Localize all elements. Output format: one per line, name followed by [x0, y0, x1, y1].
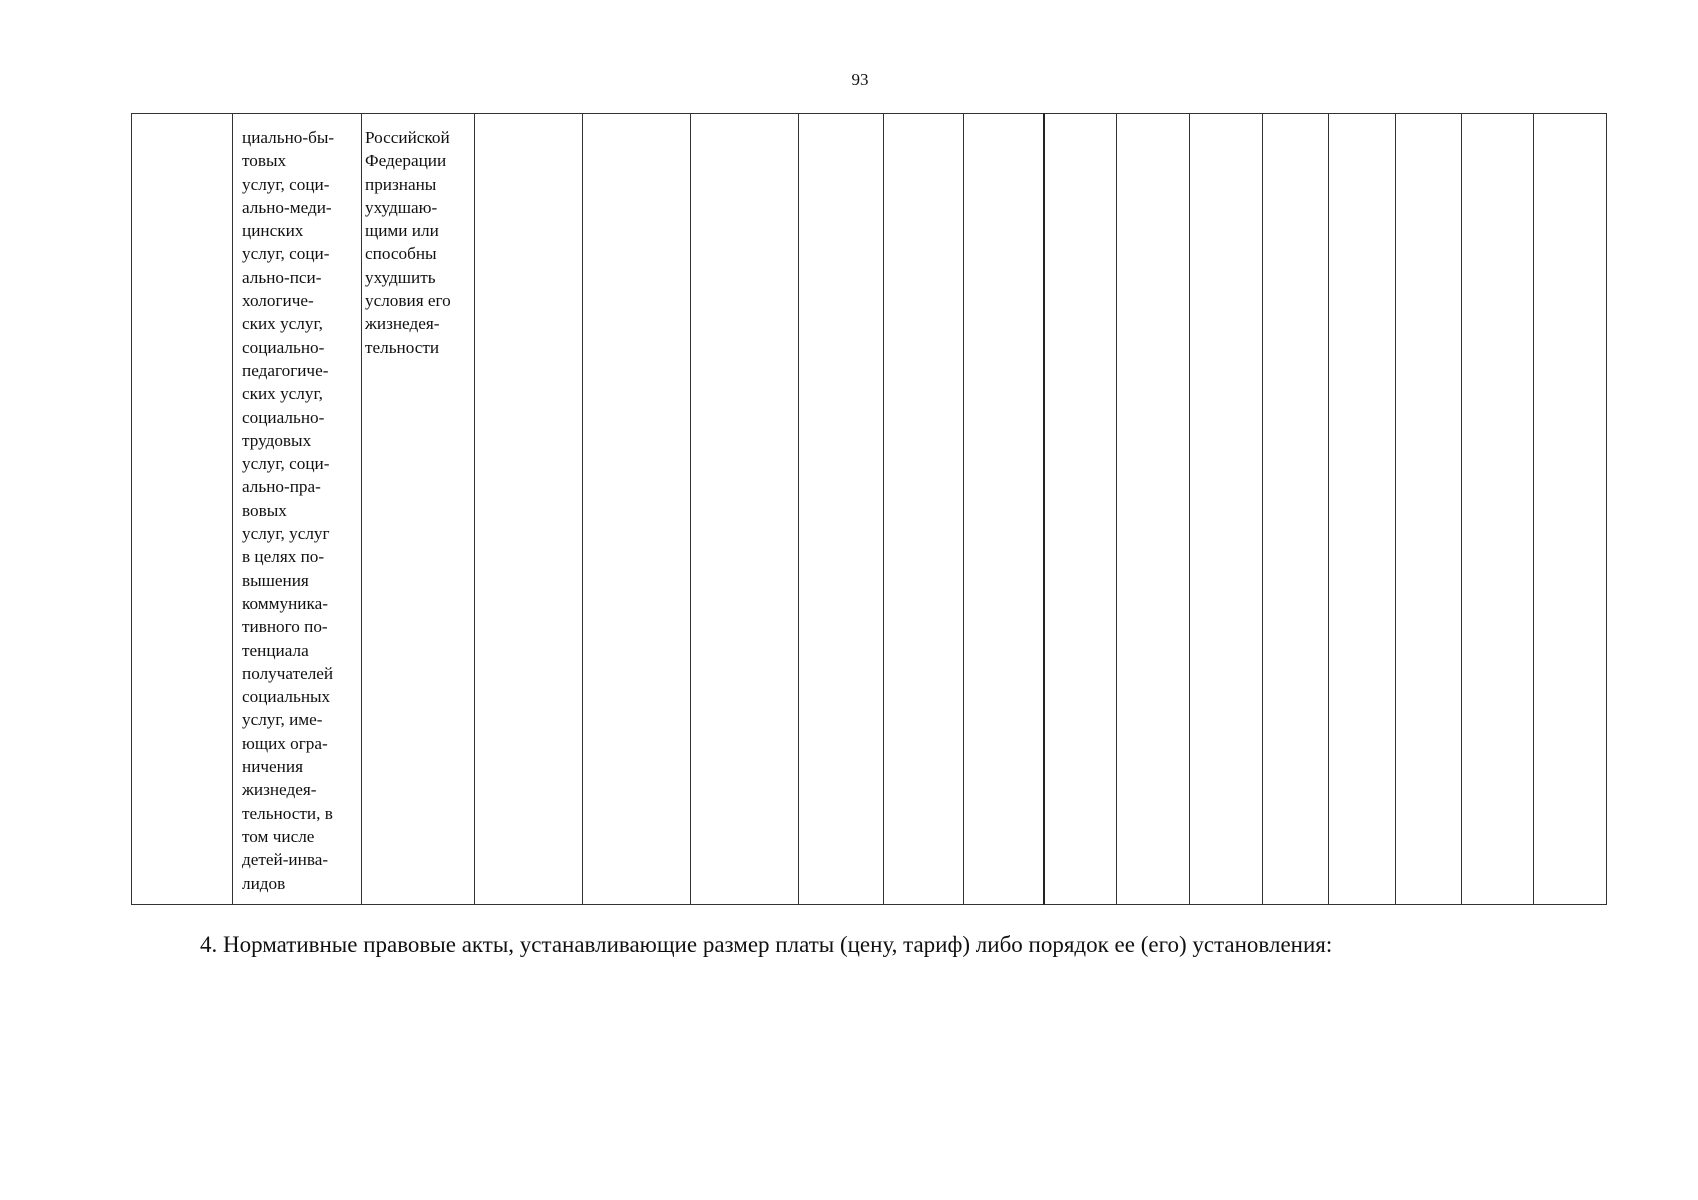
- table-cell-11: [1117, 114, 1190, 905]
- table-cell-7: [799, 114, 884, 905]
- table-cell-4: [475, 114, 583, 905]
- table-cell-6: [691, 114, 799, 905]
- table-cell-9: [964, 114, 1044, 905]
- table-cell-16: [1462, 114, 1534, 905]
- table-cell-15: [1396, 114, 1462, 905]
- services-description: циально-бы- товых услуг, соци- ально-меди- цинских услуг, соци- ально-пси- хологиче- ских услуг, социально- педагогиче- ских услуг, социально- трудовых услуг, соци- ально-пра- вовых услуг, услуг в целях по- вышения коммуника- тивного по- тенциала получателей социальных услуг, име- ющих огра- ничения жизнедея- тельности, в том числе детей-инва- лидов: [242, 128, 335, 893]
- page-number: 93: [851, 70, 869, 89]
- section-heading: 4. Нормативные правовые акты, устанавливающие размер платы (цену, тариф) либо порядок ее (его) установления:: [200, 932, 1333, 957]
- table-cell-8: [884, 114, 964, 905]
- conditions-description: Российской Федерации признаны ухудшаю- щими или способны ухудшить условия его жизнедея- тельности: [365, 128, 451, 357]
- table-cell-14: [1329, 114, 1396, 905]
- table-row: [132, 114, 1607, 905]
- table-cell-10: [1044, 114, 1117, 905]
- table-cell-12: [1190, 114, 1263, 905]
- table-cell-1: [132, 114, 233, 905]
- table-cell-2: [233, 114, 362, 905]
- table-cell-13: [1263, 114, 1329, 905]
- table-cell-17: [1534, 114, 1607, 905]
- table-cell-5: [583, 114, 691, 905]
- table-cell-3: [362, 114, 475, 905]
- services-table: [131, 113, 1607, 905]
